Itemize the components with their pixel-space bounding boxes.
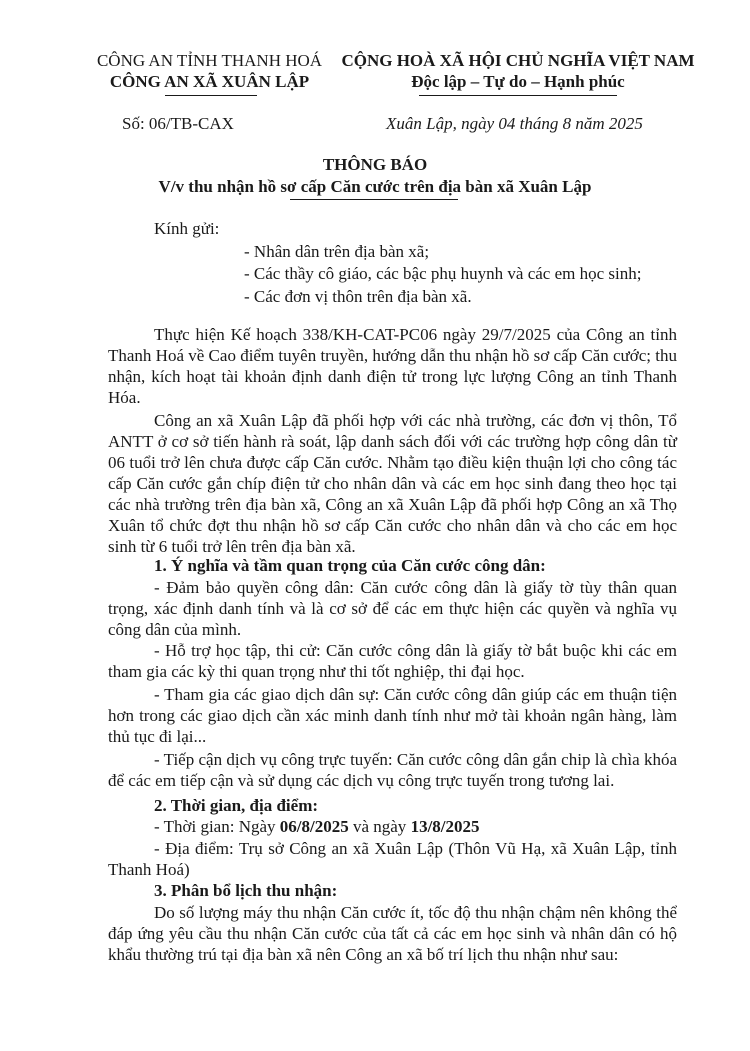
place-line: - Địa điểm: Trụ sở Công an xã Xuân Lập (Thôn Vũ Hạ, xã Xuân Lập, tỉnh Thanh Hoá) xyxy=(108,839,677,879)
paragraph-schedule: Do số lượng máy thu nhận Căn cước ít, tốc độ thu nhận chậm nên không thể đáp ứng yêu cầu thu nhận Căn cước của tất cả các em học sinh và nhân dân có hộ khẩu thường trú tại địa bàn xã nên Công an xã bố trí lịch thu nhận như sau: xyxy=(108,903,677,964)
bullet-civic-rights: - Đảm bảo quyền công dân: Căn cước công dân là giấy tờ tùy thân quan trọng, xác định danh tính và là cơ sở để các em thực hiện các quyền và nghĩa vụ công dân của mình. xyxy=(108,578,677,639)
national-block xyxy=(338,50,698,92)
bullet-civil-transactions: - Tham gia các giao dịch dân sự: Căn cước công dân giúp các em thuận tiện hơn trong các giao dịch cần xác minh danh tính như mở tài khoản ngân hàng, làm thủ tục đi lại... xyxy=(108,685,677,746)
agency-underline xyxy=(165,95,257,96)
section-heading-1: 1. Ý nghĩa và tầm quan trọng của Căn cước công dân: xyxy=(154,556,546,575)
agency-name: CÔNG AN XÃ XUÂN LẬP xyxy=(109,72,310,91)
section-heading-2: 2. Thời gian, địa điểm: xyxy=(154,796,319,815)
place-date: Xuân Lập, ngày 04 tháng 8 năm 2025 xyxy=(386,114,643,133)
bullet-study-exams: - Hỗ trợ học tập, thi cử: Căn cước công dân là giấy tờ bắt buộc khi các em tham gia các kỳ thi quan trọng như thi tốt nghiệp, thi đại học. xyxy=(108,641,677,681)
doc-title: THÔNG BÁO xyxy=(322,155,428,174)
recipient-item: - Các thầy cô giáo, các bậc phụ huynh và các em học sinh; xyxy=(244,264,642,283)
subject-underline xyxy=(290,199,458,200)
country-name: CỘNG HOÀ XÃ HỘI CHỦ NGHĨA VIỆT NAM xyxy=(341,51,695,70)
bullet-online-services: - Tiếp cận dịch vụ công trực tuyến: Căn cước công dân gắn chip là chìa khóa để các em tiếp cận và sử dụng các dịch vụ công trực tuyến trong tương lai. xyxy=(108,750,677,790)
date-1: 06/8/2025 xyxy=(279,817,349,836)
motto-underline xyxy=(419,95,617,96)
agency-block xyxy=(92,50,327,92)
time-line xyxy=(154,816,480,837)
time-prefix: - Thời gian: Ngày xyxy=(154,817,280,836)
recipient-item: - Các đơn vị thôn trên địa bàn xã. xyxy=(244,287,472,306)
paragraph-implementation: Thực hiện Kế hoạch 338/KH-CAT-PC06 ngày 29/7/2025 của Công an tỉnh Thanh Hoá về Cao điểm tuyên truyền, hướng dẫn thu nhận hồ sơ cấp Căn cước; thu nhận, kích hoạt tài khoản định danh điện tử trong lực lượng Công an tỉnh Thanh Hóa. xyxy=(108,325,677,407)
time-mid: và ngày xyxy=(348,817,411,836)
date-2: 13/8/2025 xyxy=(410,817,480,836)
recipient-item: - Nhân dân trên địa bàn xã; xyxy=(244,242,430,261)
section-heading-3: 3. Phân bổ lịch thu nhận: xyxy=(154,881,338,900)
agency-parent: CÔNG AN TỈNH THANH HOÁ xyxy=(96,51,323,70)
doc-subject: V/v thu nhận hồ sơ cấp Căn cước trên địa bàn xã Xuân Lập xyxy=(158,177,592,196)
doc-number: Số: 06/TB-CAX xyxy=(122,114,234,133)
motto: Độc lập – Tự do – Hạnh phúc xyxy=(411,72,625,91)
recipients-label: Kính gửi: xyxy=(154,219,220,238)
paragraph-coordination: Công an xã Xuân Lập đã phối hợp với các nhà trường, các đơn vị thôn, Tổ ANTT ở cơ sở tiến hành rà soát, lập danh sách đối với các trường hợp công dân từ 06 tuổi trở lên chưa được cấp Căn cước. Nhằm tạo điều kiện thuận lợi cho công tác cấp Căn cước gắn chíp điện tử cho nhân dân và các em học sinh đang theo học tại các nhà trường trên địa bàn xã, Công an xã Xuân Lập đã phối hợp Công an xã Thọ Xuân tổ chức đợt thu nhận hồ sơ cấp Căn cước cho nhân dân và cho các em học sinh từ 6 tuổi trở lên trên địa bàn xã. xyxy=(108,411,677,556)
